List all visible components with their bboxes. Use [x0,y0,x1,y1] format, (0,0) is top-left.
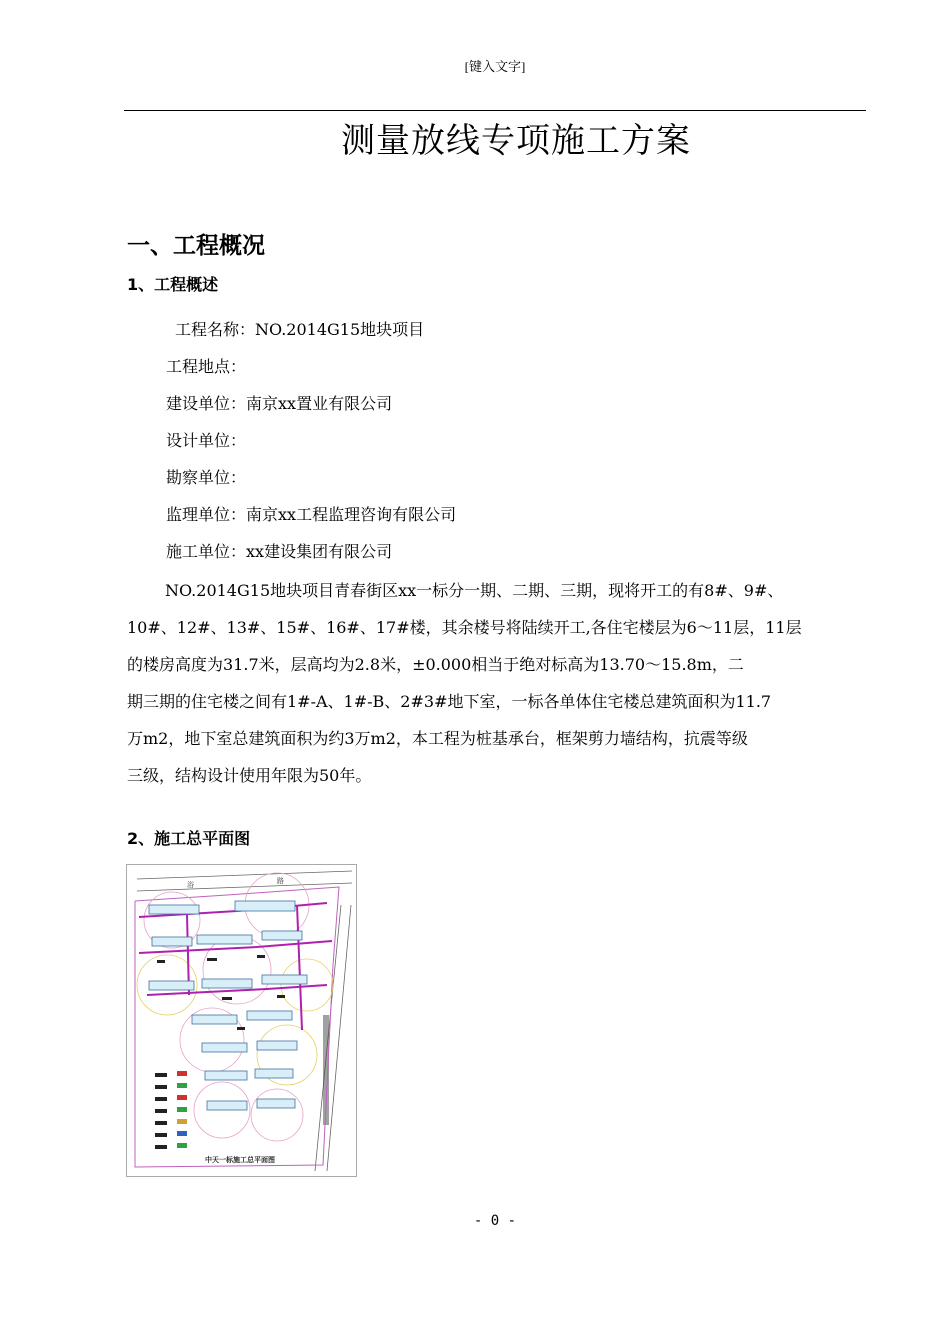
field-label: 工程名称： [175,320,256,339]
site-plan-figure [126,864,357,1177]
field-label: 施工单位： [166,542,247,561]
site-plan-drawing [127,865,356,1176]
field-value: 南京xx置业有限公司 [246,394,393,413]
field-value: 南京xx工程监理咨询有限公司 [246,505,457,524]
section-heading: 一、工程概况 [127,233,265,259]
info-line-designer [166,428,246,451]
page-header: [键入文字] [464,59,526,74]
field-value: NO.2014G15地块项目 [255,320,425,339]
document-title: 测量放线专项施工方案 [341,121,691,161]
paragraph-line: 10#、12#、13#、15#、16#、17#楼，其余楼号将陆续开工,各住宅楼层为6～11层，11层 [127,618,802,637]
subsection-heading-overview: 1、工程概述 [127,275,219,294]
page-number: - 0 - [473,1213,517,1229]
info-line-location [166,354,246,377]
road-label-left: 浴 [187,881,194,889]
subsection-heading-site-plan: 2、施工总平面图 [127,829,251,848]
info-line-project-name [175,317,424,340]
figure-caption: 中天一标施工总平面图 [205,1156,275,1164]
info-line-owner [166,391,392,414]
header-rule [124,110,866,111]
paragraph-line: 万m2，地下室总建筑面积为约3万m2，本工程为桩基承台，框架剪力墙结构，抗震等级 [127,729,748,748]
paragraph-line: 期三期的住宅楼之间有1#-A、1#-B、2#3#地下室，一标各单体住宅楼总建筑面积为11.7 [127,692,772,711]
info-line-contractor [166,539,392,562]
info-line-supervisor [166,502,456,525]
field-value: xx建设集团有限公司 [246,542,393,561]
field-label: 监理单位： [166,505,247,524]
field-label: 勘察单位： [166,468,247,487]
paragraph-line: 的楼房高度为31.7米，层高均为2.8米，±0.000相当于绝对标高为13.70～15.8m，二 [127,655,744,674]
paragraph-line: NO.2014G15地块项目青春街区xx一标分一期、二期、三期，现将开工的有8#、9#、 [165,581,784,600]
road-label-right: 路 [277,877,284,885]
field-label: 设计单位： [166,431,247,450]
paragraph-line: 三级，结构设计使用年限为50年。 [127,766,372,785]
info-line-surveyor [166,465,246,488]
overview-paragraph [127,572,867,794]
field-label: 工程地点： [166,357,247,376]
field-label: 建设单位： [166,394,247,413]
